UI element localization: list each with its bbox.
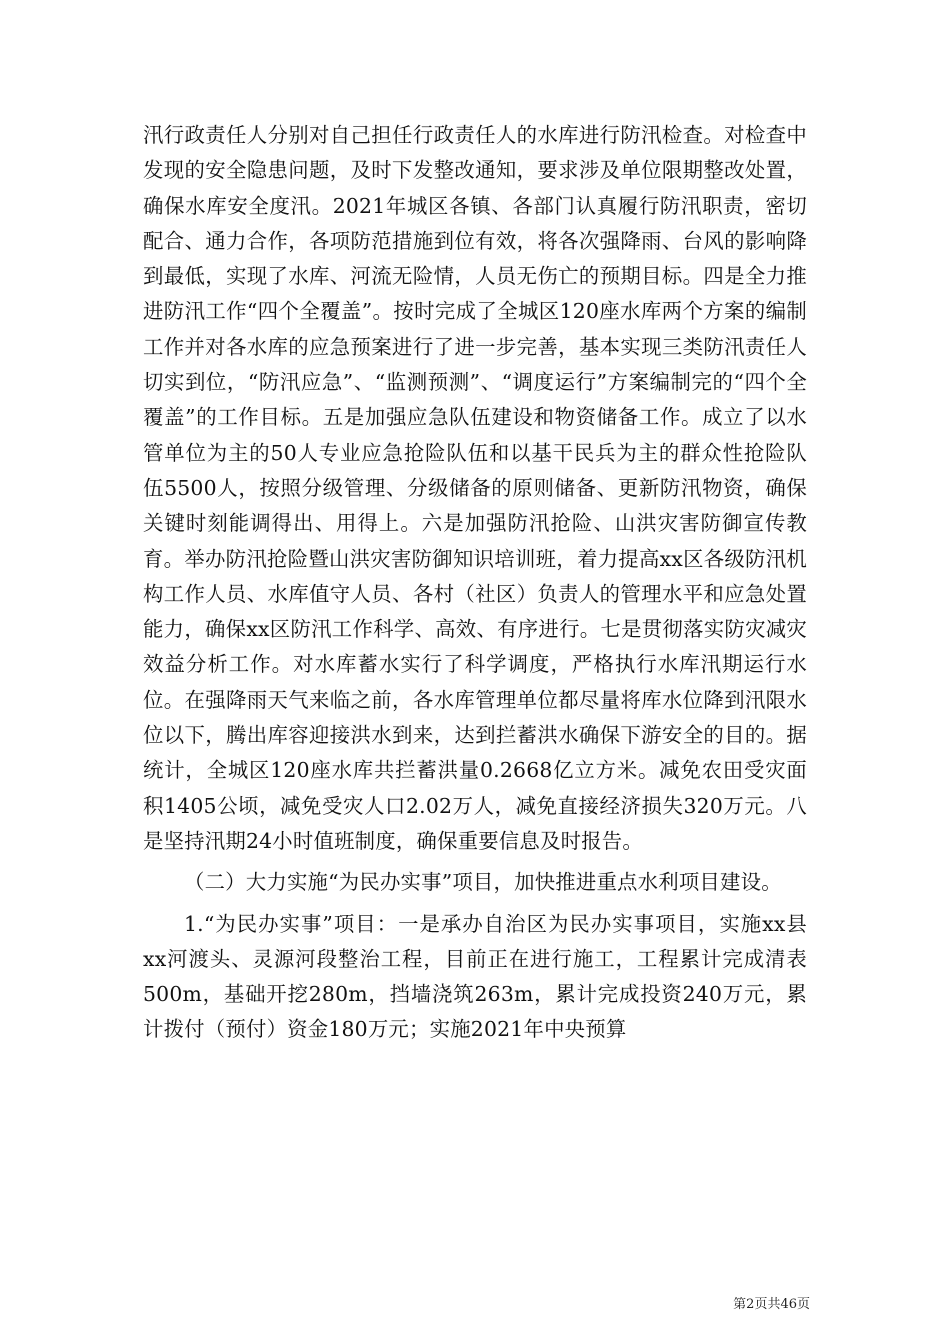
section-heading-key-projects: （二）大力实施“为民办实事”项目，加快推进重点水利项目建设。 [184,870,782,895]
document-body [143,118,807,1048]
body-paragraph-practical-projects: 1.“为民办实事”项目：一是承办自治区为民办实事项目，实施xx县xx河渡头、灵源河段整治工程，目前正在进行施工，工程累计完成清表500m，基础开挖280m，挡墙浇筑263m，累计完成投资240万元，累计拨付（预付）资金180万元；实施2021年中央预算 [143,911,807,1042]
body-paragraph-flood-control: 汛行政责任人分别对自己担任行政责任人的水库进行防汛检查。对检查中发现的安全隐患问题，及时下发整改通知，要求涉及单位限期整改处置，确保水库安全度汛。2021年城区各镇、各部门认真履行防汛职责，密切配合、通力合作，各项防范措施到位有效，将各次强降雨、台风的影响降到最低，实现了水库、河流无险情，人员无伤亡的预期目标。四是全力推进防汛工作“四个全覆盖”。按时完成了全城区120座水库两个方案的编制工作并对各水库的应急预案进行了进一步完善，基本实现三类防汛责任人切实到位，“防汛应急”、“监测预测”、“调度运行”方案编制完的“四个全覆盖”的工作目标。五是加强应急队伍建设和物资储备工作。成立了以水管单位为主的50人专业应急抢险队伍和以基干民兵为主的群众性抢险队伍5500人，按照分级管理、分级储备的原则储备、更新防汛物资，确保关键时刻能调得出、用得上。六是加强防汛抢险、山洪灾害防御宣传教育。举办防汛抢险暨山洪灾害防御知识培训班，着力提高xx区各级防汛机构工作人员、水库值守人员、各村（社区）负责人的管理水平和应急处置能力，确保xx区防汛工作科学、高效、有序进行。七是贯彻落实防灾减灾效益分析工作。对水库蓄水实行了科学调度，严格执行水库汛期运行水位。在强降雨天气来临之前，各水库管理单位都尽量将库水位降到汛限水位以下，腾出库容迎接洪水到来，达到拦蓄洪水确保下游安全的目的。据统计，全城区120座水库共拦蓄洪量0.2668亿立方米。减免农田受灾面积1405公顷，减免受灾人口2.02万人，减免直接经济损失320万元。八是坚持汛期24小时值班制度，确保重要信息及时报告。 [143,123,807,853]
page-number-footer: 第2页共46页 [733,1297,810,1312]
